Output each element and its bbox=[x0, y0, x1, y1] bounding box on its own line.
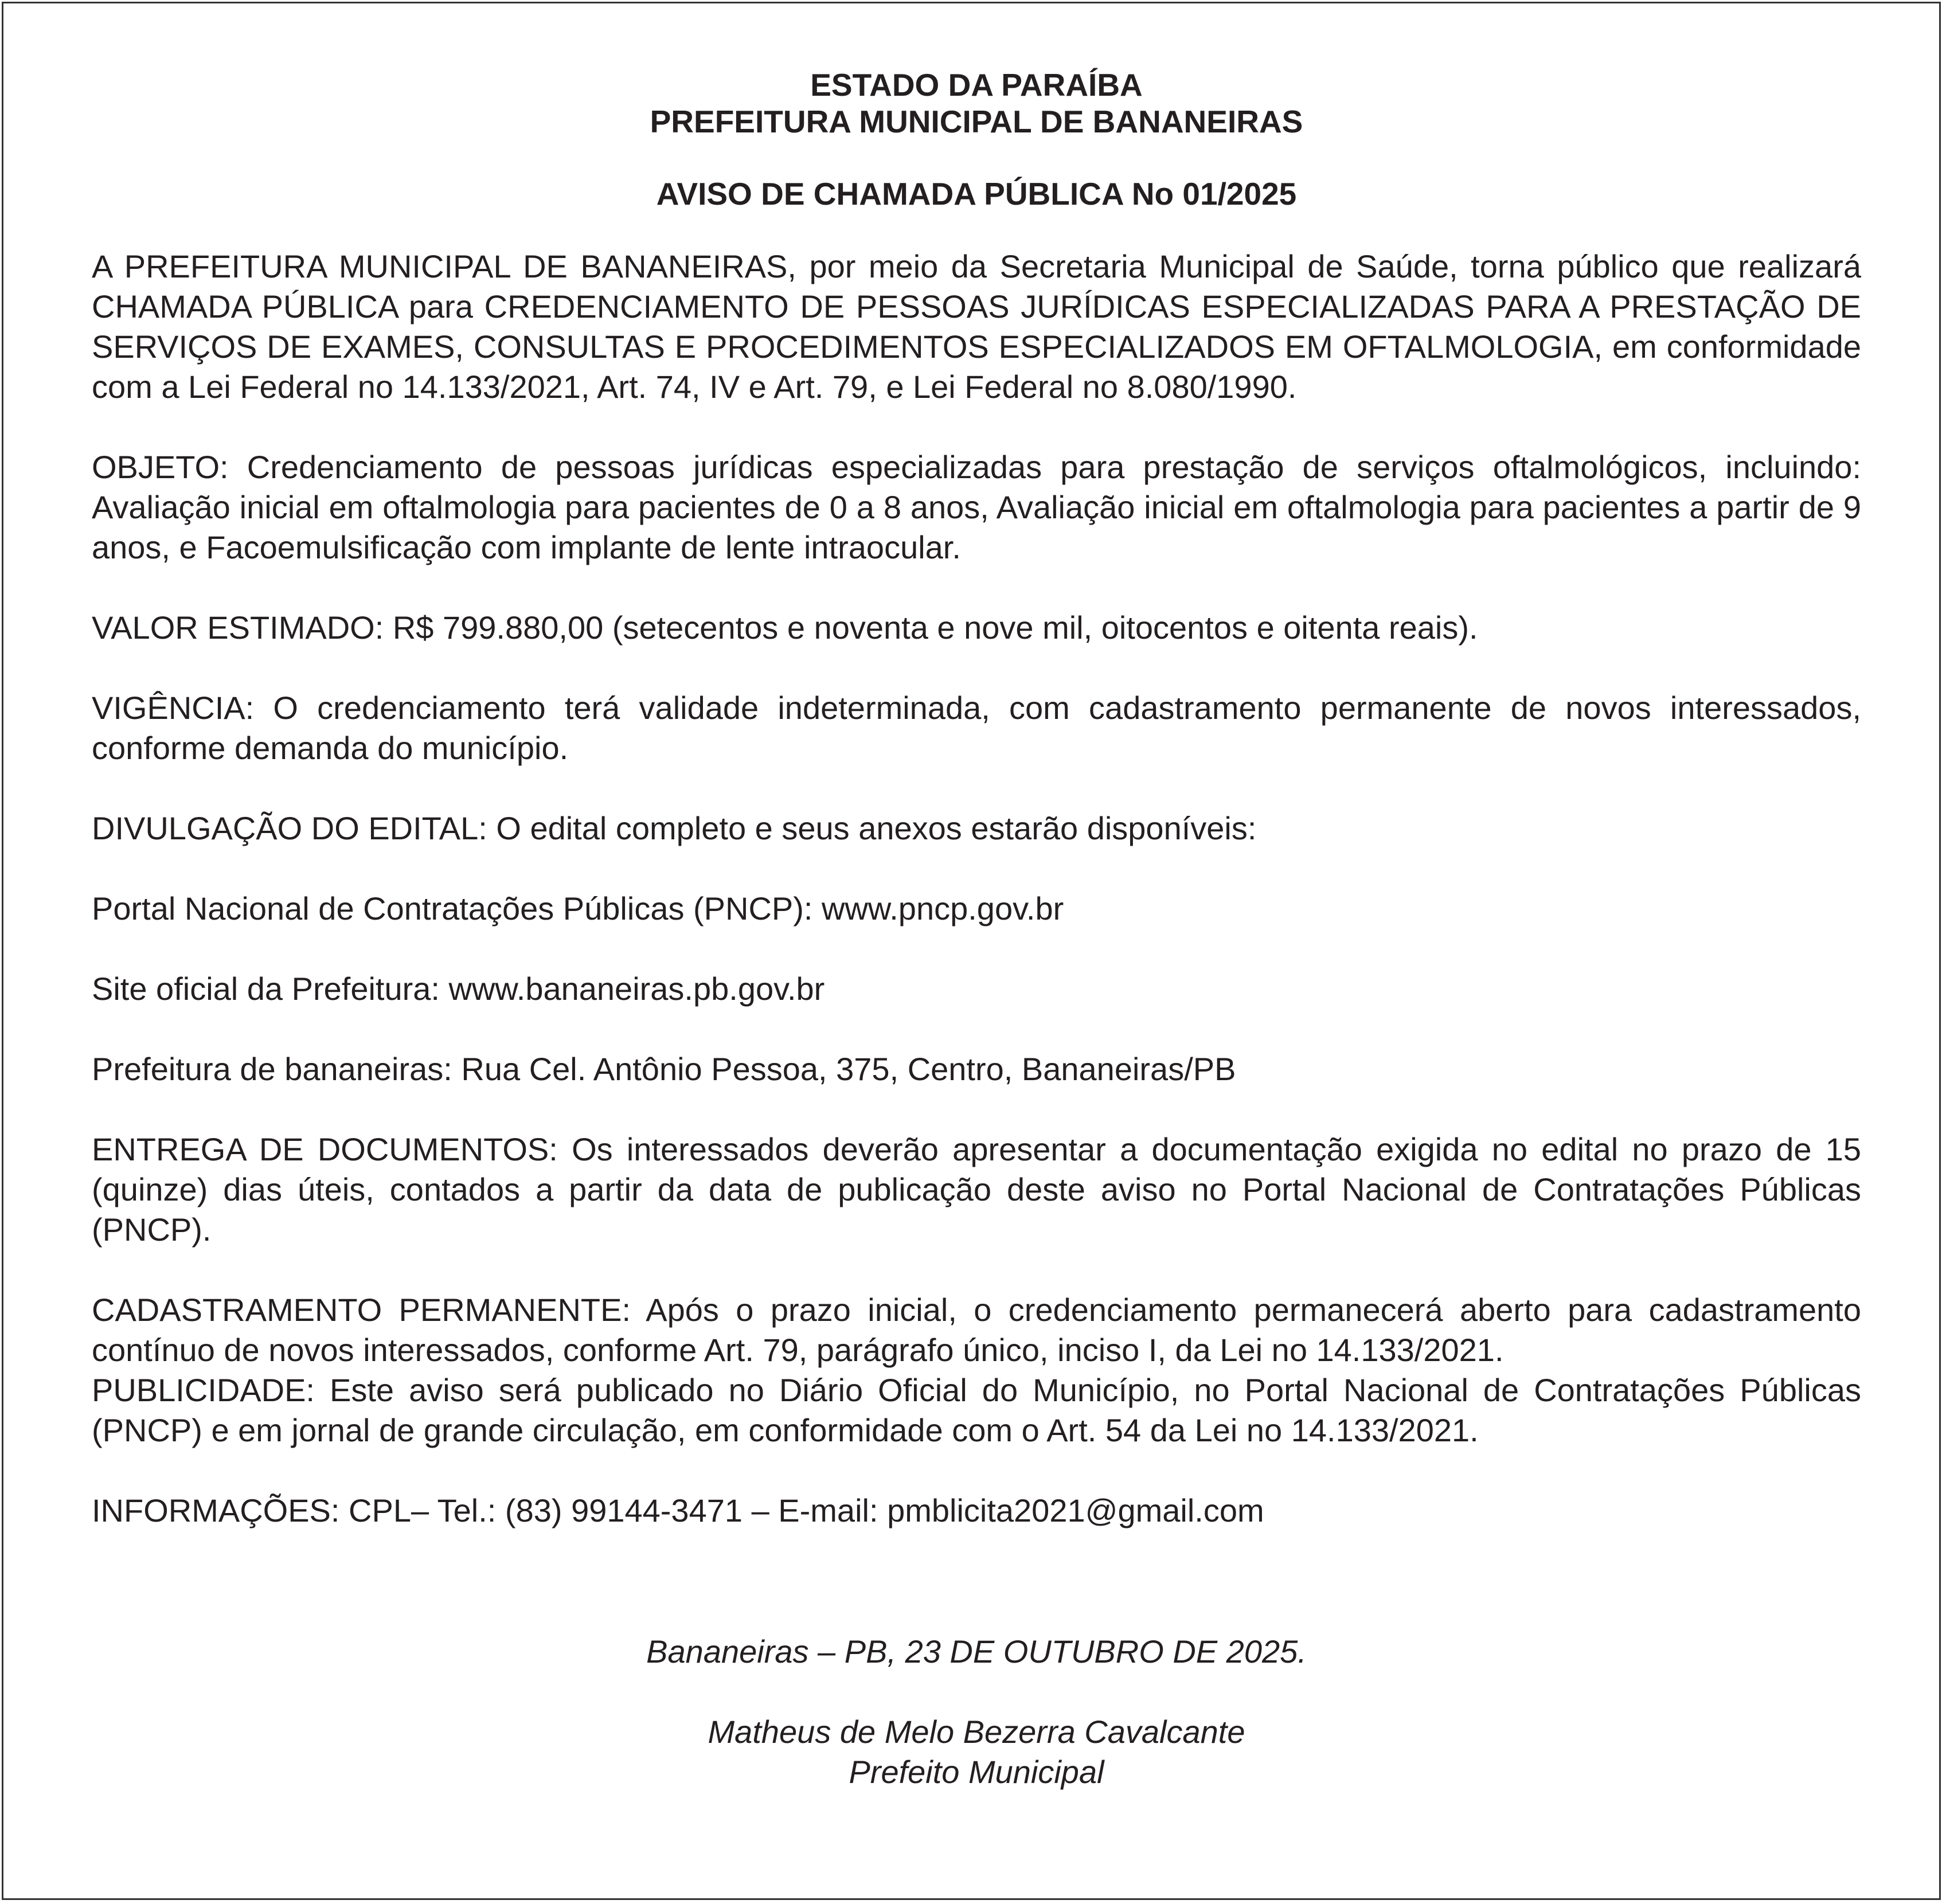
document-date: Bananeiras – PB, 23 DE OUTUBRO DE 2025. bbox=[646, 1633, 1307, 1670]
valor-paragraph: VALOR ESTIMADO: R$ 799.880,00 (setecentos e noventa e nove mil, oitocentos e oitenta reais). bbox=[92, 609, 1478, 646]
publicidade-paragraph: PUBLICIDADE: Este aviso será publicado no Diário Oficial do Município, no Portal Nacional de Contratações Públicas (PNCP) e em jornal de grande circulação, em conformidade com o Art. 54 da Lei no 14.133/2021. bbox=[92, 1372, 1861, 1448]
vigencia-paragraph: VIGÊNCIA: O credenciamento terá validade indeterminada, com cadastramento permanente de novos interessados, conforme demanda do município. bbox=[92, 690, 1861, 766]
header-state: ESTADO DA PARAÍBA bbox=[810, 67, 1143, 103]
intro-paragraph: A PREFEITURA MUNICIPAL DE BANANEIRAS, por meio da Secretaria Municipal de Saúde, torna público que realizará CHAMADA PÚBLICA para CREDENCIAMENTO DE PESSOAS JURÍDICAS ESPECIALIZADAS PARA A PRESTAÇÃO DE SERVIÇOS DE EXAMES, CONSULTAS E PROCEDIMENTOS ESPECIALIZADOS EM OFTALMOLOGIA, em conformidade com a Lei Federal no 14.133/2021, Art. 74, IV e Art. 79, e Lei Federal no 8.080/1990. bbox=[92, 248, 1861, 405]
document-header bbox=[92, 67, 1861, 140]
endereco-paragraph: Prefeitura de bananeiras: Rua Cel. Antônio Pessoa, 375, Centro, Bananeiras/PB bbox=[92, 1051, 1236, 1087]
site-paragraph: Site oficial da Prefeitura: www.bananeiras.pb.gov.br bbox=[92, 971, 825, 1007]
document-title: AVISO DE CHAMADA PÚBLICA No 01/2025 bbox=[656, 176, 1297, 212]
signer-role: Prefeito Municipal bbox=[849, 1754, 1104, 1790]
document-content bbox=[92, 67, 1861, 1792]
cadastramento-paragraph: CADASTRAMENTO PERMANENTE: Após o prazo inicial, o credenciamento permanecerá aberto para cadastramento contínuo de novos interessados, conforme Art. 79, parágrafo único, inciso I, da Lei no 14.133/2021. bbox=[92, 1292, 1861, 1368]
informacoes-paragraph: INFORMAÇÕES: CPL– Tel.: (83) 99144-3471 – E-mail: pmblicita2021@gmail.com bbox=[92, 1492, 1264, 1528]
signer-name: Matheus de Melo Bezerra Cavalcante bbox=[708, 1714, 1245, 1750]
objeto-paragraph: OBJETO: Credenciamento de pessoas jurídicas especializadas para prestação de serviços oftalmológicos, incluindo: Avaliação inicial em oftalmologia para pacientes de 0 a 8 anos, Avaliação inicial em oftalmologia para pacientes a partir de 9 anos, e Facoemulsificação com implante de lente intraocular. bbox=[92, 449, 1861, 565]
header-municipality: PREFEITURA MUNICIPAL DE BANANEIRAS bbox=[650, 104, 1303, 139]
portal-paragraph: Portal Nacional de Contratações Públicas (PNCP): www.pncp.gov.br bbox=[92, 890, 1064, 926]
divulgacao-paragraph: DIVULGAÇÃO DO EDITAL: O edital completo e seus anexos estarão disponíveis: bbox=[92, 810, 1257, 846]
document-frame bbox=[2, 2, 1941, 1900]
signature-block bbox=[92, 1712, 1861, 1792]
entrega-paragraph: ENTREGA DE DOCUMENTOS: Os interessados deverão apresentar a documentação exigida no edital no prazo de 15 (quinze) dias úteis, contados a partir da data de publicação deste aviso no Portal Nacional de Contratações Públicas (PNCP). bbox=[92, 1131, 1861, 1248]
